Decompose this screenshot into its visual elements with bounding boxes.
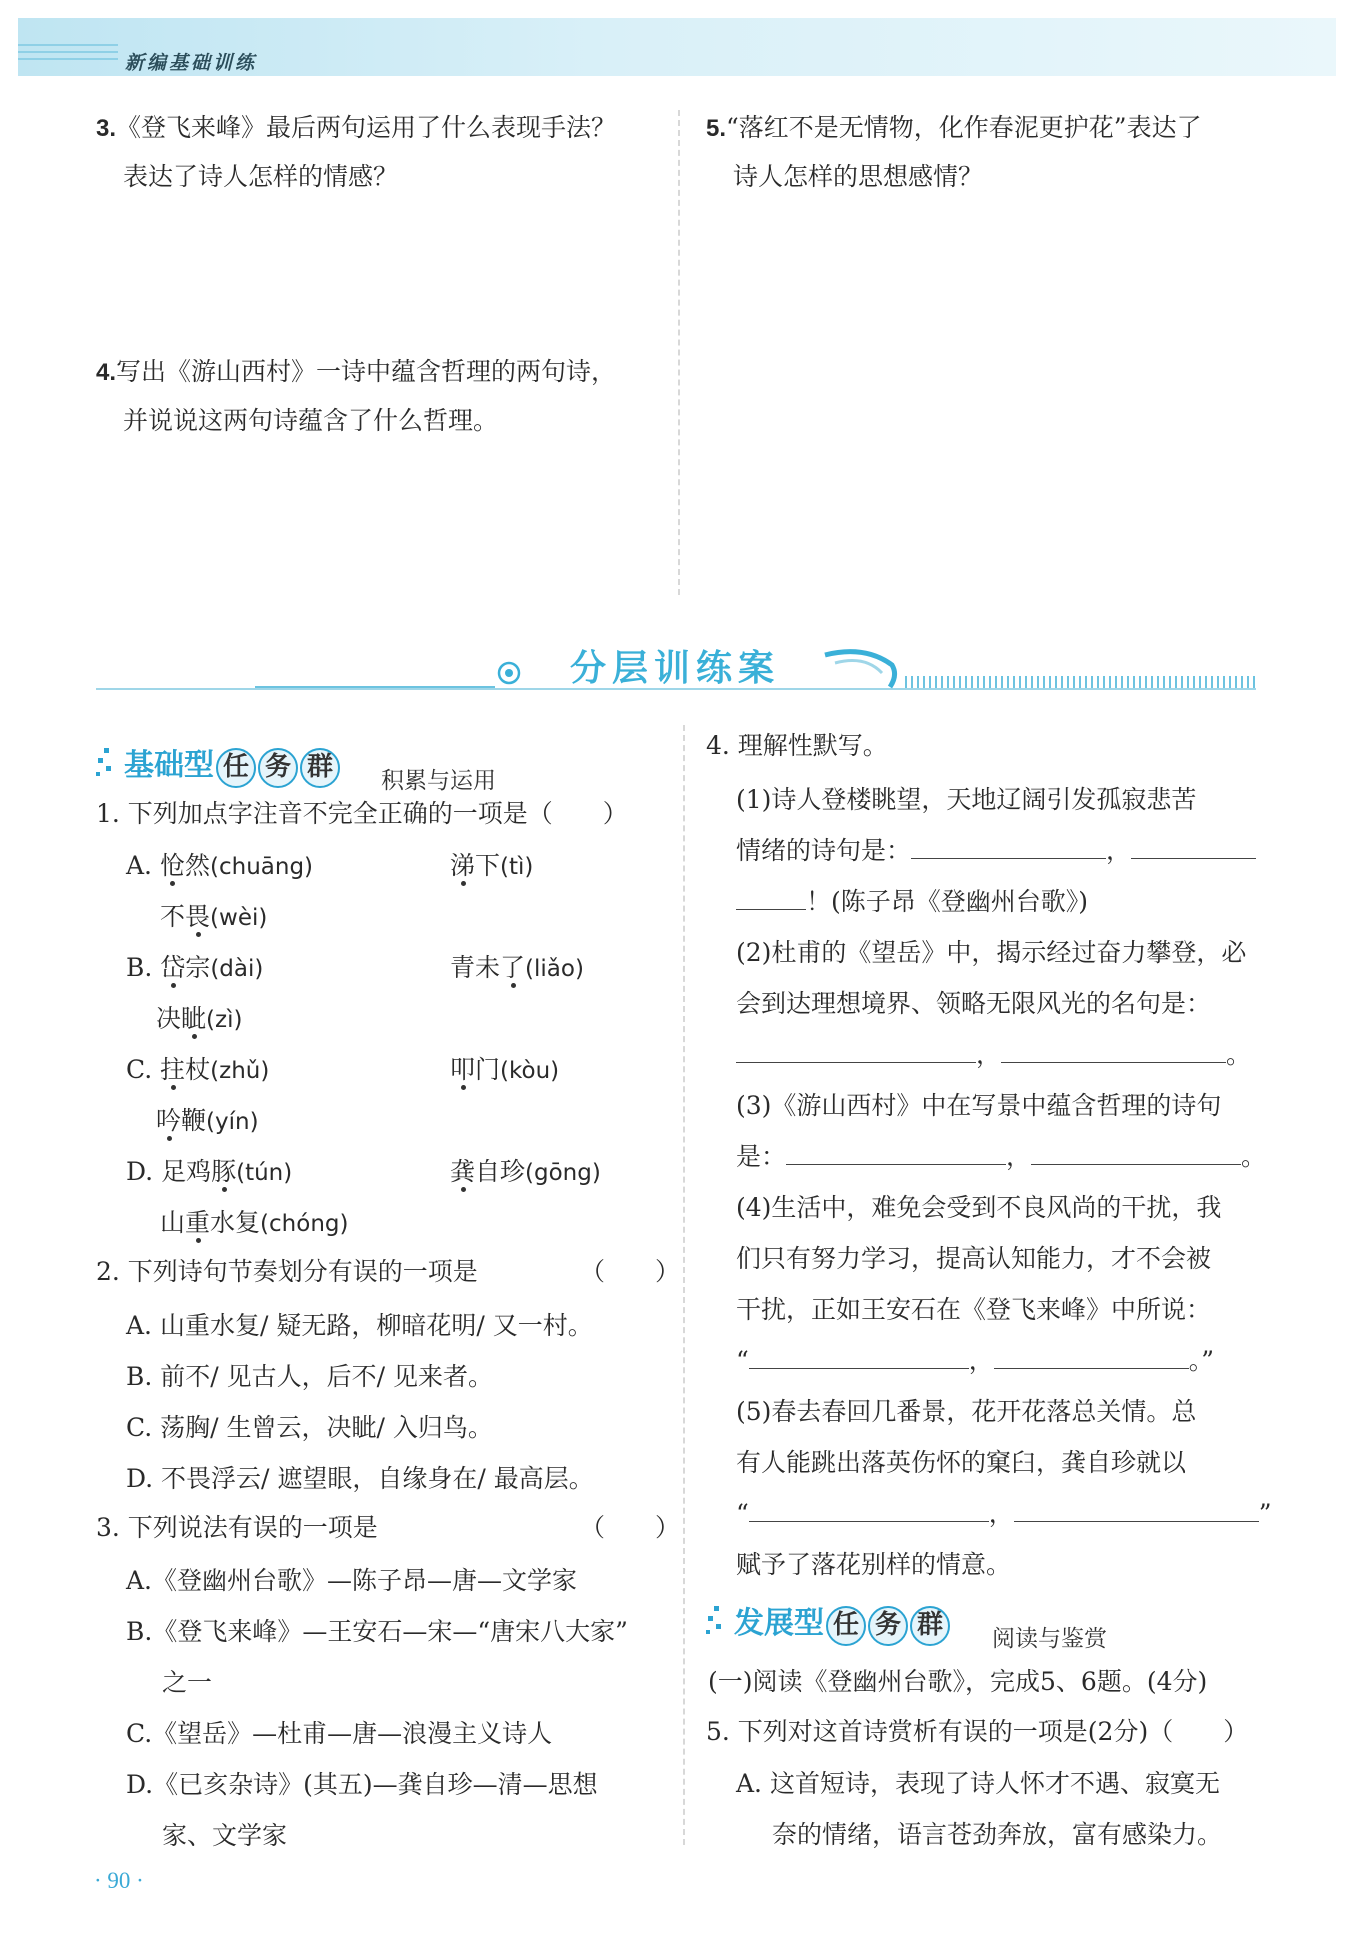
q2-option-d: D. 不畏浮云/ 遮望眼，自缘身在/ 最高层。 — [126, 1464, 594, 1493]
option-a1: A. 怆然(chuāng) — [126, 851, 314, 880]
page-number: · 90 · — [94, 1868, 144, 1893]
answer-blank[interactable] — [994, 1340, 1189, 1369]
q4-part1-line1: (1)诗人登楼眺望，天地辽阔引发孤寂悲苦 — [736, 785, 1197, 814]
banner-title: 分层训练案 — [570, 648, 781, 689]
q3-option-b: B.《登飞来峰》—王安石—宋—“唐宋八大家” — [126, 1617, 628, 1646]
option-c1: C. 拄杖(zhǔ) — [126, 1055, 270, 1084]
q2-option-a: A. 山重水复/ 疑无路，柳暗花明/ 又一村。 — [126, 1311, 593, 1340]
q4-part5-line3: “ ， ” — [736, 1488, 1272, 1539]
question-1-stem: 1. 下列加点字注音不完全正确的一项是（ ） — [96, 799, 628, 828]
option-d2: 龚自珍(gōng) — [450, 1157, 601, 1186]
answer-blank[interactable] — [736, 881, 806, 910]
q4-part4-line1: (4)生活中，难免会受到不良风尚的干扰，我 — [736, 1193, 1222, 1222]
answer-blank[interactable] — [786, 1136, 1006, 1165]
q5-option-a-cont: 奈的情绪，语言苍劲奔放，富有感染力。 — [772, 1820, 1223, 1849]
q4-part2-line3: ， 。 — [736, 1029, 1251, 1080]
q4-part1-line3: ！(陈子昂《登幽州台歌》) — [736, 876, 1088, 927]
section-basic-subtitle: 积累与运用 — [381, 768, 496, 794]
header-decoration — [18, 44, 118, 72]
section-dev-title: 发展型 任 务 群 — [734, 1598, 950, 1646]
q3-option-c: C.《望岳》—杜甫—唐—浪漫主义诗人 — [126, 1719, 553, 1748]
q3-option-d-cont: 家、文学家 — [162, 1821, 288, 1850]
question-4-stem: 4. 理解性默写。 — [706, 731, 888, 760]
answer-blank[interactable] — [911, 830, 1106, 859]
q3-option-b-cont: 之一 — [162, 1668, 213, 1697]
q3-option-d: D.《已亥杂诗》(其五)—龚自珍—清—思想 — [126, 1770, 598, 1799]
question-3-stem: 3. 下列说法有误的一项是 — [96, 1513, 378, 1542]
option-b3: 决眦(zì) — [156, 1004, 243, 1033]
swoosh-decoration-icon — [820, 645, 900, 690]
q2-option-c: C. 荡胸/ 生曾云，决眦/ 入归鸟。 — [126, 1413, 493, 1442]
question-5-top: 5.“落红不是无情物，化作春泥更护花”表达了 诗人怎样的思想感情？ — [706, 104, 1286, 201]
option-d3: 山重水复(chóng) — [160, 1208, 349, 1237]
column-divider-lower — [683, 725, 685, 1845]
answer-blank[interactable] — [1031, 1136, 1241, 1165]
q4-part5-line4: 赋予了落花别样的情意。 — [736, 1550, 1012, 1579]
q5-line1: “落红不是无情物，化作春泥更护花”表达了 — [726, 113, 1202, 142]
answer-blank[interactable] — [749, 1493, 989, 1522]
q4-part3-line2: 是： ， 。 — [736, 1131, 1266, 1182]
q5-line2: 诗人怎样的思想感情？ — [733, 162, 984, 191]
q3-line1: 3.《登飞来峰》最后两句运用了什么表现手法？ — [96, 113, 617, 142]
q4-part4-line2: 们只有努力学习，提高认知能力，才不会被 — [736, 1244, 1212, 1273]
q4-line1: 写出《游山西村》一诗中蕴含哲理的两句诗， — [116, 357, 617, 386]
question-3-paren: （ ） — [580, 1513, 681, 1542]
eye-icon — [496, 660, 522, 686]
section-basic-header — [96, 738, 656, 794]
section-dev-header — [706, 1596, 1286, 1652]
question-2-paren: （ ） — [580, 1257, 681, 1286]
question-3-top — [96, 104, 666, 201]
answer-blank[interactable] — [736, 1034, 976, 1063]
section-marker-icon — [706, 1606, 726, 1636]
q4-line2: 并说说这两句诗蕴含了什么哲理。 — [123, 406, 499, 435]
option-a2: 涕下(tì) — [450, 851, 534, 880]
banner-dots — [905, 676, 1255, 688]
option-d1: D. 足鸡豚(tún) — [126, 1157, 293, 1186]
option-a3: 不畏(wèi) — [160, 902, 268, 931]
banner-line — [255, 686, 495, 688]
q4-part3-line1: (3)《游山西村》中在写景中蕴含哲理的诗句 — [736, 1091, 1222, 1120]
section-basic-title: 基础型 任 务 群 — [124, 740, 340, 788]
option-b1: B. 岱宗(dài) — [126, 953, 264, 982]
q3-line2: 表达了诗人怎样的情感？ — [123, 162, 399, 191]
q5-option-a: A. 这首短诗，表现了诗人怀才不遇、寂寞无 — [736, 1769, 1220, 1798]
answer-blank[interactable] — [749, 1340, 969, 1369]
reading-intro: (一)阅读《登幽州台歌》，完成5、6题。(4分) — [708, 1667, 1208, 1696]
column-divider — [678, 110, 680, 595]
question-2-stem: 2. 下列诗句节奏划分有误的一项是 — [96, 1257, 478, 1286]
q4-part4-line3: 干扰，正如王安石在《登飞来峰》中所说： — [736, 1295, 1212, 1324]
answer-blank[interactable] — [1014, 1493, 1259, 1522]
option-b2: 青未了(liǎo) — [450, 953, 584, 982]
header-title: 新编基础训练 — [125, 52, 258, 74]
q4-part2-line2: 会到达理想境界、领略无限风光的名句是： — [736, 989, 1212, 1018]
q4-part1-line2: 情绪的诗句是： ， — [736, 825, 1256, 876]
section-marker-icon — [96, 748, 116, 778]
q4-part5-line2: 有人能跳出落英伤怀的窠臼，龚自珍就以 — [736, 1448, 1187, 1477]
q4-part4-line4: “ ， 。” — [736, 1335, 1214, 1386]
q4-part2-line1: (2)杜甫的《望岳》中，揭示经过奋力攀登，必 — [736, 938, 1247, 967]
answer-blank[interactable] — [1131, 830, 1256, 859]
question-5-stem: 5. 下列对这首诗赏析有误的一项是(2分)（ ） — [706, 1717, 1249, 1746]
q4-part5-line1: (5)春去春回几番景，花开花落总关情。总 — [736, 1397, 1197, 1426]
question-4-top: 4.写出《游山西村》一诗中蕴含哲理的两句诗， 并说说这两句诗蕴含了什么哲理。 — [96, 348, 666, 445]
option-c3: 吟鞭(yín) — [156, 1106, 259, 1135]
option-c2: 叩门(kòu) — [450, 1055, 560, 1084]
q2-option-b: B. 前不/ 见古人，后不/ 见来者。 — [126, 1362, 494, 1391]
section-dev-subtitle: 阅读与鉴赏 — [992, 1626, 1107, 1652]
q3-option-a: A.《登幽州台歌》—陈子昂—唐—文学家 — [126, 1566, 578, 1595]
answer-blank[interactable] — [1001, 1034, 1226, 1063]
